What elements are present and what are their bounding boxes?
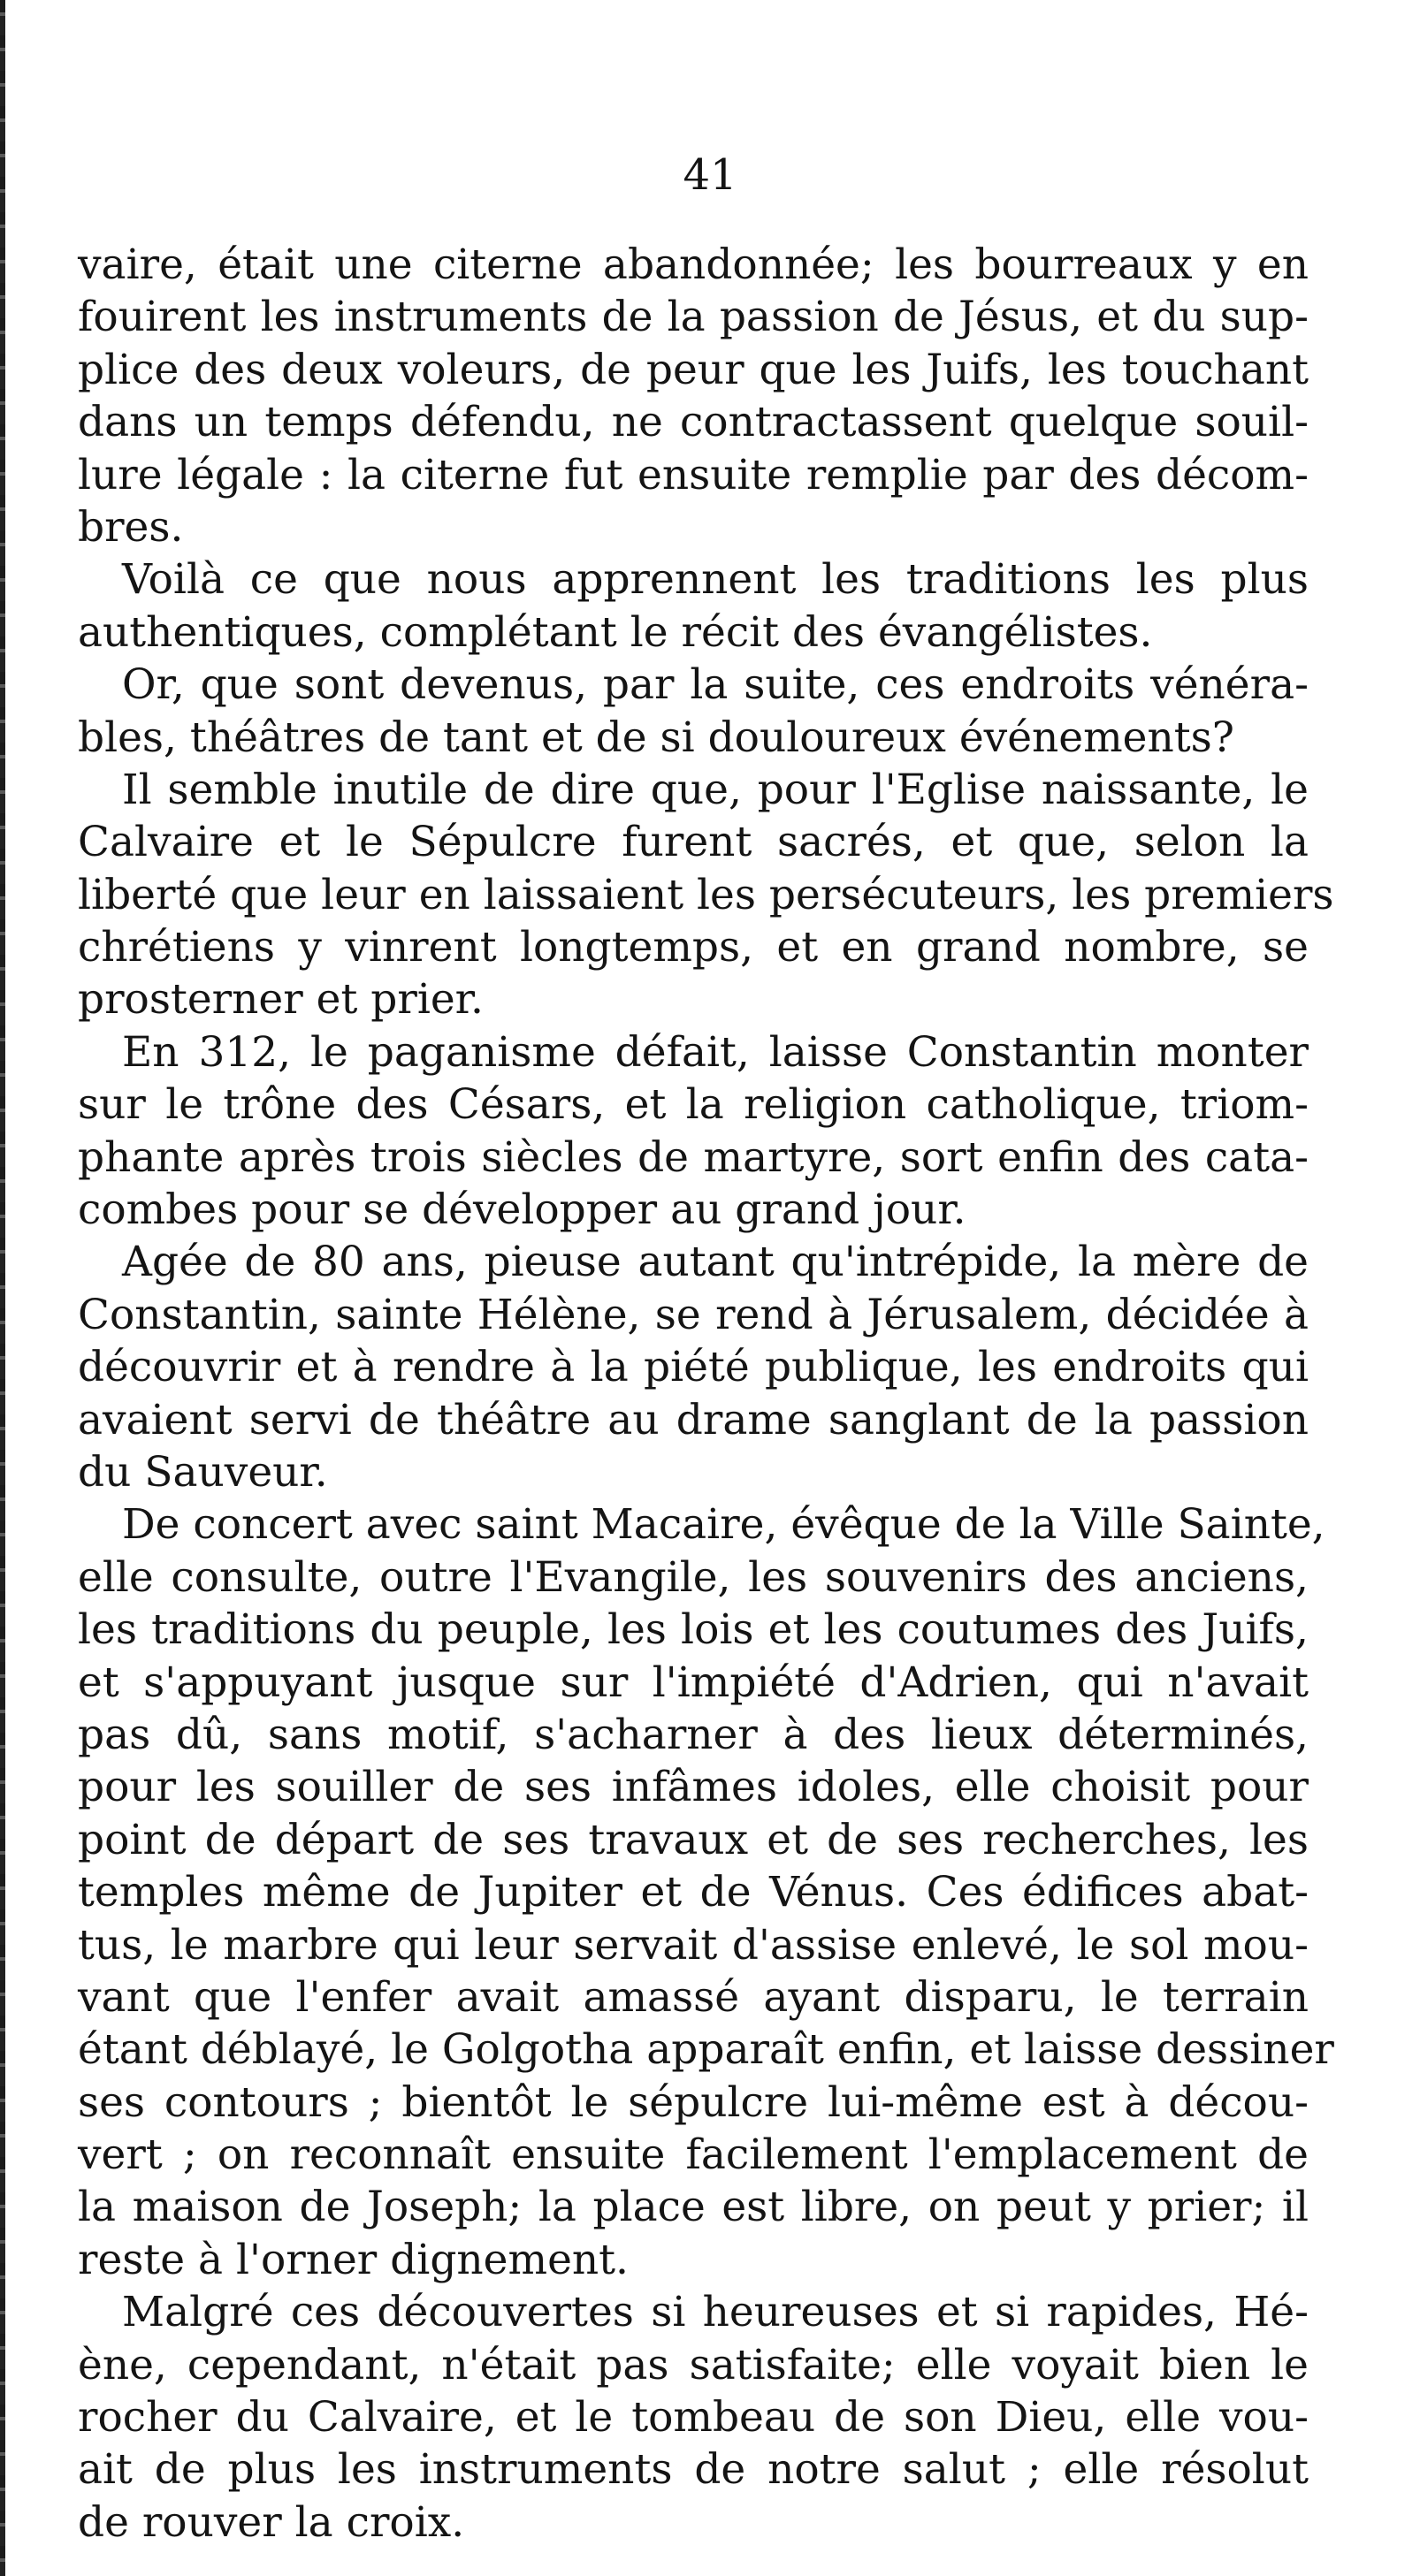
text-line: Or, que sont devenus, par la suite, ces endroits vénéra- <box>122 660 1309 710</box>
text-line: étant déblayé, le Golgotha apparaît enfin, et laisse dessiner <box>78 2025 1334 2075</box>
text-line: bres. <box>78 502 184 552</box>
text-line: tus, le marbre qui leur servait d'assise enlevé, le sol mou- <box>78 1920 1309 1970</box>
scan-edge <box>0 0 5 2576</box>
text-line: prosterner et prier. <box>78 975 484 1025</box>
text-line: reste à l'orner dignement. <box>78 2235 629 2284</box>
text-line: de rouver la croix. <box>78 2497 465 2547</box>
text-line: bles, théâtres de tant et de si douloureux événements? <box>78 713 1234 762</box>
text-line: plice des deux voleurs, de peur que les Juifs, les touchant <box>78 345 1309 394</box>
text-line: les traditions du peuple, les lois et les coutumes des Juifs, <box>78 1605 1309 1655</box>
text-line: avaient servi de théâtre au drame sanglant de la passion <box>78 1395 1309 1444</box>
text-line: dans un temps défendu, ne contractassent quelque souil- <box>78 398 1309 447</box>
text-line: Il semble inutile de dire que, pour l'Eglise naissante, le <box>122 765 1309 814</box>
text-line: vant que l'enfer avait amassé ayant disparu, le terrain <box>78 1972 1309 2022</box>
page-number: 41 <box>683 150 737 200</box>
text-line: ène, cependant, n'était pas satisfaite; elle voyait bien le <box>78 2340 1309 2389</box>
text-line: du Sauveur. <box>78 1447 328 1497</box>
text-line: combes pour se développer au grand jour. <box>78 1185 966 1235</box>
text-line: Constantin, sainte Hélène, se rend à Jérusalem, décidée à <box>78 1290 1309 1339</box>
text-line: elle consulte, outre l'Evangile, les souvenirs des anciens, <box>78 1552 1309 1602</box>
text-line: rocher du Calvaire, et le tombeau de son Dieu, elle vou- <box>78 2393 1309 2443</box>
text-line: chrétiens y vinrent longtemps, et en grand nombre, se <box>78 923 1309 972</box>
text-line: Voilà ce que nous apprennent les traditions les plus <box>122 555 1309 605</box>
text-line: vert ; on reconnaît ensuite facilement l'emplacement de <box>78 2130 1309 2180</box>
text-line: lure légale : la citerne fut ensuite remplie par des décom- <box>78 450 1309 499</box>
text-line: la maison de Joseph; la place est libre, on peut y prier; il <box>78 2183 1309 2232</box>
text-line: fouirent les instruments de la passion de Jésus, et du sup- <box>78 293 1309 342</box>
text-line: Agée de 80 ans, pieuse autant qu'intrépide, la mère de <box>122 1238 1309 1287</box>
text-line: temples même de Jupiter et de Vénus. Ces édifices abat- <box>78 1868 1309 1917</box>
text-line: sur le trône des Césars, et la religion catholique, triom- <box>78 1080 1309 1130</box>
text-line: et s'appuyant jusque sur l'impiété d'Adrien, qui n'avait <box>78 1658 1309 1707</box>
text-line: authentiques, complétant le récit des évangélistes. <box>78 607 1153 657</box>
text-line: Calvaire et le Sépulcre furent sacrés, et que, selon la <box>78 818 1309 867</box>
text-line: vaire, était une citerne abandonnée; les bourreaux y en <box>78 240 1309 289</box>
text-line: point de départ de ses travaux et de ses recherches, les <box>78 1815 1309 1864</box>
text-line: découvrir et à rendre à la piété publique, les endroits qui <box>78 1343 1309 1392</box>
text-line: liberté que leur en laissaient les persécuteurs, les premiers <box>78 870 1334 919</box>
text-line: phante après trois siècles de martyre, sort enfin des cata- <box>78 1132 1309 1182</box>
text-line: Malgré ces découvertes si heureuses et si rapides, Hé- <box>122 2288 1309 2337</box>
text-line: De concert avec saint Macaire, évêque de la Ville Sainte, <box>122 1500 1325 1550</box>
text-line: En 312, le paganisme défait, laisse Constantin monter <box>122 1027 1309 1077</box>
text-line: ses contours ; bientôt le sépulcre lui-même est à décou- <box>78 2077 1309 2127</box>
body-text <box>78 239 1334 2549</box>
text-line: pour les souiller de ses infâmes idoles, elle choisit pour <box>78 1763 1309 1812</box>
text-line: ait de plus les instruments de notre salut ; elle résolut <box>78 2445 1309 2495</box>
text-line: pas dû, sans motif, s'acharner à des lieux déterminés, <box>78 1710 1309 1759</box>
